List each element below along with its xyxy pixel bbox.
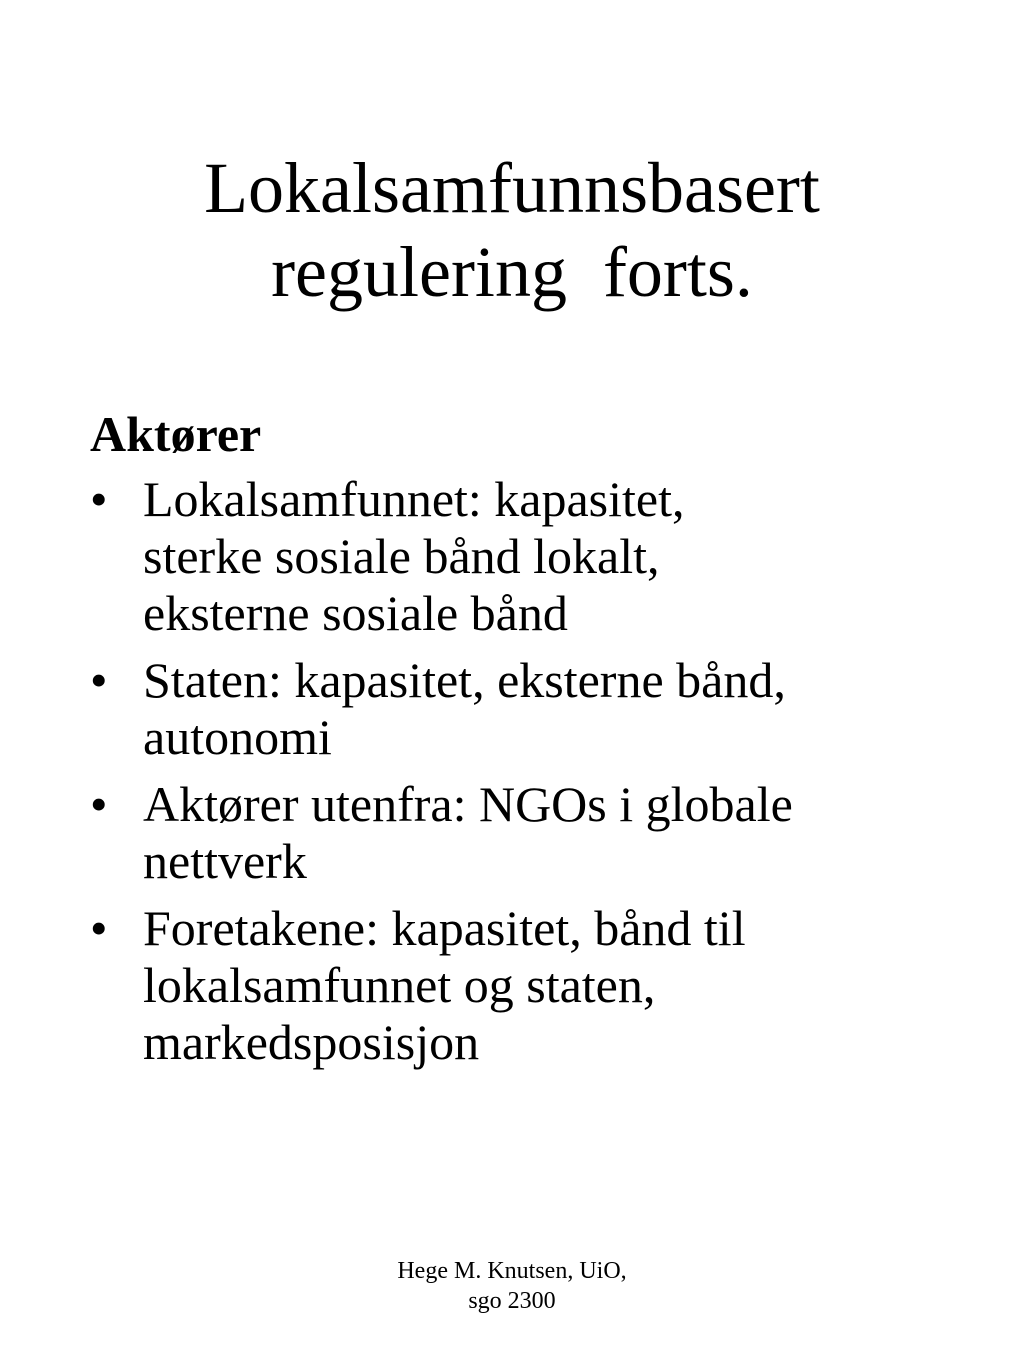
slide-footer [0,1256,1024,1316]
bullet-icon: • [90,652,108,708]
slide-title-line: Lokalsamfunnsbasert [204,148,820,228]
slide-body [90,406,990,1081]
bullet-text-line: Foretakene: kapasitet, bånd til [143,900,746,956]
bullet-item-lokalsamfunnet [90,471,990,642]
footer-author: Hege M. Knutsen, UiO, [397,1258,627,1284]
bullet-text-line: lokalsamfunnet og staten, [143,957,656,1013]
section-heading: Aktører [90,406,262,462]
bullet-icon: • [90,776,108,832]
bullet-text-line: Lokalsamfunnet: kapasitet, [143,471,685,527]
bullet-text-line: autonomi [143,709,332,765]
bullet-item-foretakene [90,900,990,1071]
bullet-text-line: eksterne sosiale bånd [143,585,568,641]
bullet-text-line: sterke sosiale bånd lokalt, [143,528,660,584]
bullet-text-line: nettverk [143,833,307,889]
bullet-icon: • [90,471,108,527]
bullet-text-line: Aktører utenfra: NGOs i globale [143,776,793,832]
slide-title [0,148,1024,312]
bullet-item-aktorer-utenfra [90,776,990,890]
bullet-icon: • [90,900,108,956]
bullet-list [90,471,990,1071]
bullet-text-line: markedsposisjon [143,1014,480,1070]
slide-title-line: regulering forts. [271,232,753,312]
bullet-text-line: Staten: kapasitet, eksterne bånd, [143,652,786,708]
footer-course: sgo 2300 [468,1288,556,1314]
bullet-item-staten [90,652,990,766]
